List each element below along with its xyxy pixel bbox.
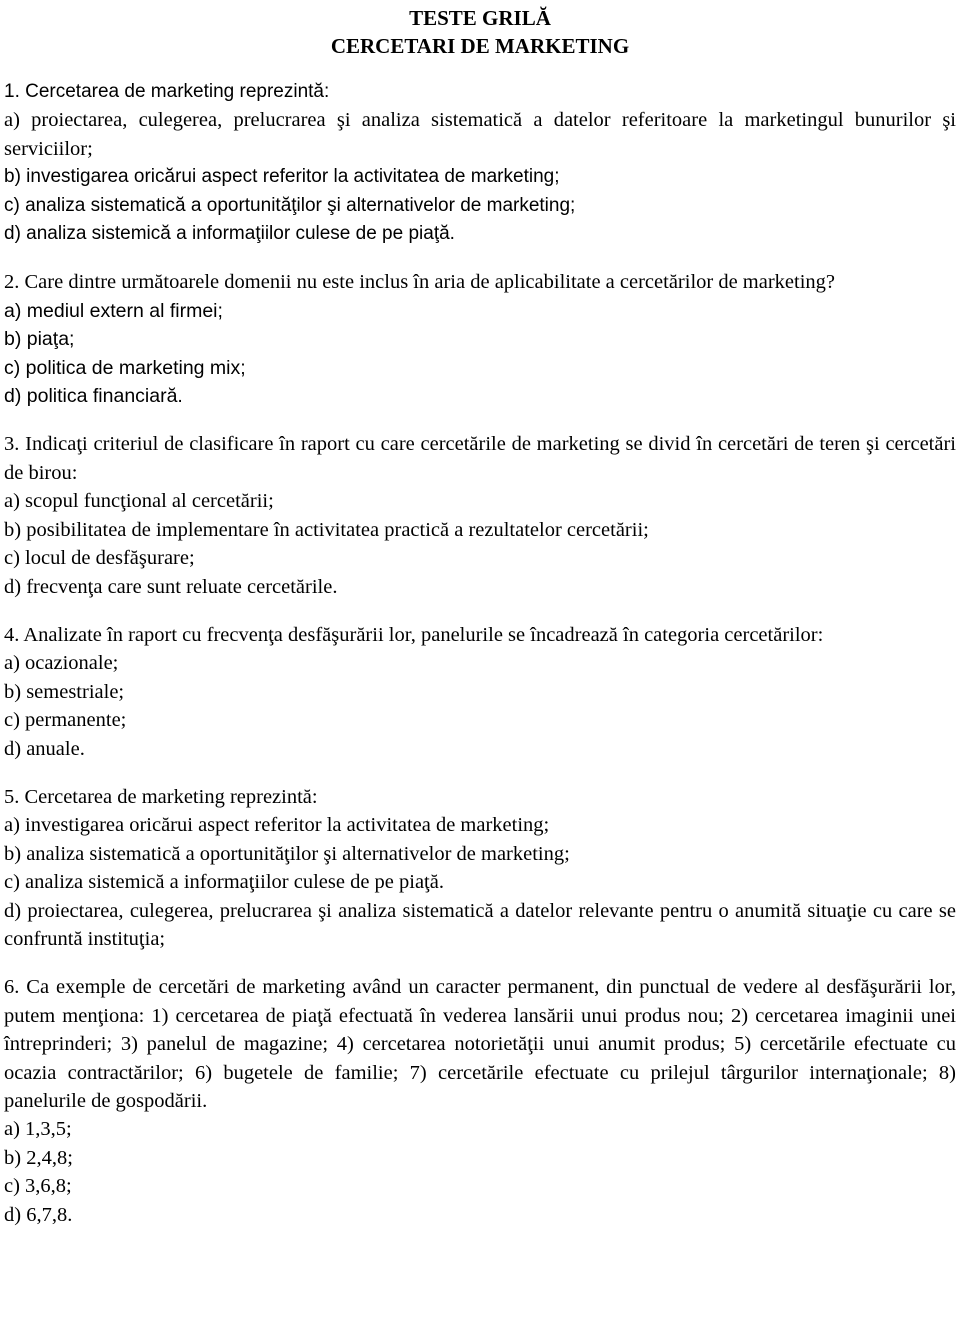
question-6	[4, 973, 956, 1229]
answer-option-b: b) piaţa;	[4, 328, 75, 351]
question-text: 1. Cercetarea de marketing reprezintă:	[4, 81, 330, 102]
answer-option-c: c) analiza sistematică a oportunităţilor şi alternativelor de marketing;	[4, 194, 576, 216]
answer-option-a: a) mediul extern al firmei;	[4, 299, 223, 322]
question-4	[4, 621, 956, 763]
answer-option-b: b) 2,4,8;	[4, 1146, 73, 1169]
answer-option-a: a) scopul funcţional al cercetării;	[4, 490, 274, 513]
answer-option-d: d) 6,7,8.	[4, 1203, 73, 1226]
answer-option-d: d) anuale.	[4, 737, 85, 760]
question-1	[4, 78, 956, 248]
question-2	[4, 268, 956, 410]
answer-option-c: c) politica de marketing mix;	[4, 356, 246, 379]
answer-option-d: d) frecvenţa care sunt reluate cercetările.	[4, 575, 338, 598]
answer-option-b: b) posibilitatea de implementare în activitatea practică a rezultatelor cercetării;	[4, 518, 649, 541]
question-5	[4, 783, 956, 953]
answer-option-d: d) analiza sistemică a informaţiilor culese de pe piaţă.	[4, 223, 455, 245]
answer-option-a: a) investigarea oricărui aspect referitor la activitatea de marketing;	[4, 814, 550, 837]
question-text: 2. Care dintre următoarele domenii nu este inclus în aria de aplicabilitate a cercetărilor de marketing?	[4, 271, 836, 294]
question-list	[4, 78, 956, 1229]
answer-option-a: a) ocazionale;	[4, 652, 119, 675]
question-text: 5. Cercetarea de marketing reprezintă:	[4, 785, 318, 808]
question-text: 6. Ca exemple de cercetări de marketing având un caracter permanent, din punctual de vedere al desfăşurării lor, putem menţiona: 1) cercetarea de piaţă efectuată în vederea lansării unui produs nou; 2) cercetarea imaginii unei întreprinderi; 3) panelul de magazine; 4) cercetarea notorietăţii unui anumit produs; 5) cercetările efectuate cu ocazia contractărilor; 6) bugetele de familie; 7) cercetările efectuate cu prilejul târgurilor internaţionale; 8) panelurile de gospodării.	[4, 976, 956, 1112]
answer-option-c: c) locul de desfăşurare;	[4, 547, 195, 570]
answer-option-a: a) proiectarea, culegerea, prelucrarea şi analiza sistematică a datelor referitoare la marketingul bunurilor şi serviciilor;	[4, 109, 956, 160]
document-page	[4, 4, 956, 1249]
answer-option-b: b) semestriale;	[4, 680, 125, 703]
answer-option-c: c) analiza sistemică a informaţiilor culese de pe piaţă.	[4, 871, 444, 894]
question-text: 4. Analizate în raport cu frecvenţa desfăşurării lor, panelurile se încadrează în categoria cercetărilor:	[4, 623, 824, 646]
answer-option-b: b) investigarea oricărui aspect referitor la activitatea de marketing;	[4, 166, 560, 188]
answer-option-d: d) politica financiară.	[4, 385, 183, 408]
answer-option-b: b) analiza sistematică a oportunităţilor şi alternativelor de marketing;	[4, 842, 570, 865]
document-title: TESTE GRILĂ	[409, 6, 551, 30]
answer-option-c: c) permanente;	[4, 709, 127, 732]
question-3	[4, 430, 956, 600]
answer-option-d: d) proiectarea, culegerea, prelucrarea şi analiza sistematică a datelor relevante pentru o anumită situaţie cu care se confruntă instituţia;	[4, 899, 956, 950]
answer-option-a: a) 1,3,5;	[4, 1118, 72, 1141]
answer-option-c: c) 3,6,8;	[4, 1175, 72, 1198]
question-text: 3. Indicaţi criteriul de clasificare în raport cu care cercetările de marketing se divid în cercetări de teren şi cercetări de birou:	[4, 433, 956, 484]
document-subtitle: CERCETARI DE MARKETING	[330, 34, 630, 58]
